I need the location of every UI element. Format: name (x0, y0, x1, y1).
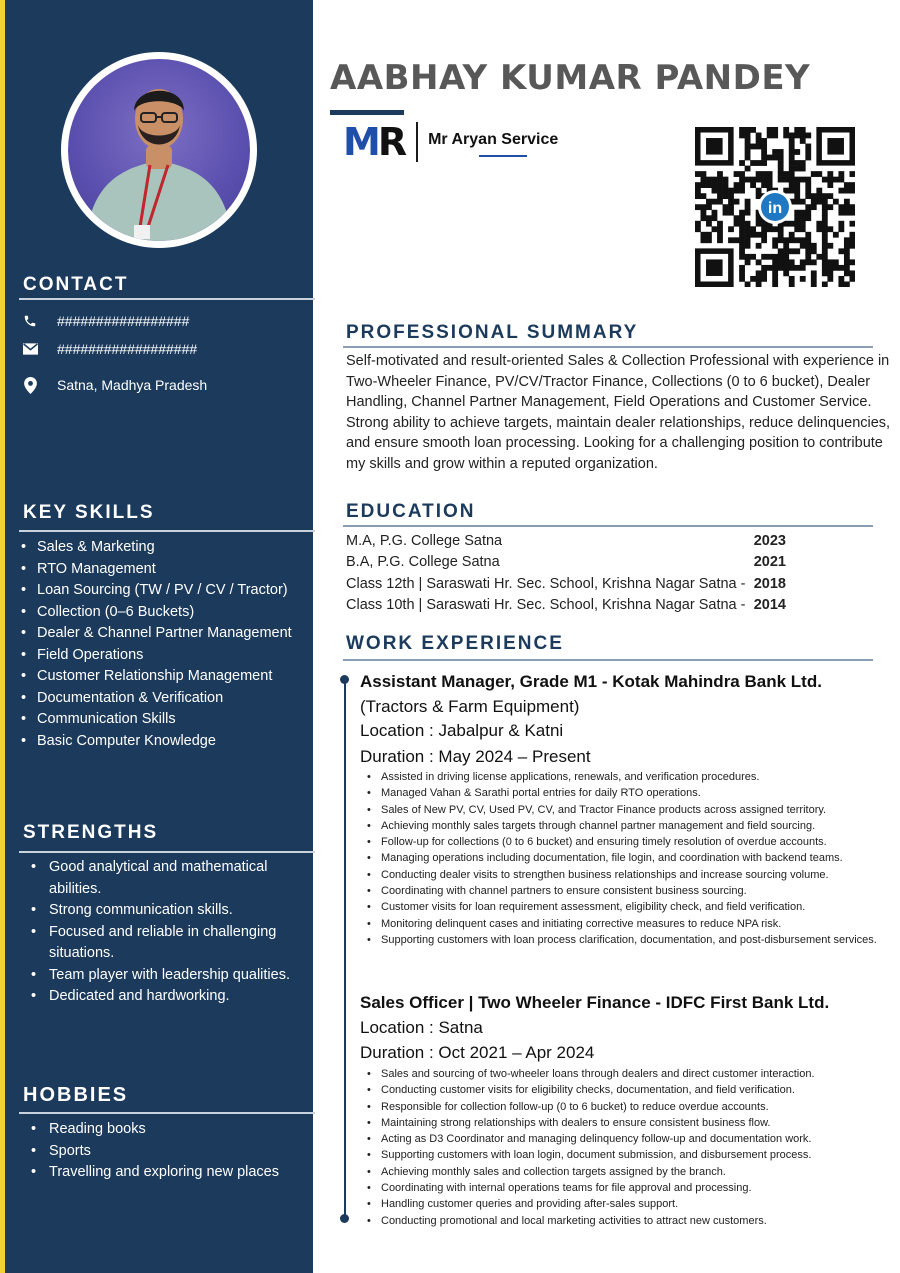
job-1-location: Location : Jabalpur & Katni (360, 721, 564, 740)
duty-item: • Coordinating with channel partners to ensure consistent business sourcing. (366, 883, 890, 899)
hobbies-title: HOBBIES (23, 1084, 129, 1106)
contact-divider (19, 298, 315, 300)
job-2-duration: Duration : Oct 2021 – Apr 2024 (360, 1043, 595, 1062)
education-label: B.A, P.G. College Satna (346, 554, 500, 570)
skill-item: • RTO Management (19, 559, 313, 581)
hobby-item: • Reading books (29, 1119, 305, 1141)
education-year: 2018 (753, 576, 786, 592)
education-label: Class 10th | Saraswati Hr. Sec. School, Krishna Nagar Satna - (346, 597, 746, 613)
strengths-title: STRENGTHS (23, 822, 159, 843)
timeline-dot-start (340, 675, 349, 684)
linkedin-qr-code[interactable] (695, 127, 855, 287)
mail-icon (21, 340, 39, 358)
skill-item: • Communication Skills (19, 709, 313, 731)
duty-item: • Managed Vahan & Sarathi portal entries for daily RTO operations. (366, 785, 890, 801)
experience-divider (343, 659, 873, 661)
job-2-title: Sales Officer | Two Wheeler Finance - IDFC First Bank Ltd. (360, 993, 830, 1012)
profile-photo-frame (61, 52, 257, 248)
duty-item: • Conducting dealer visits to strengthen business relationships and increase sourcing volume. (366, 867, 890, 883)
education-title: EDUCATION (346, 501, 476, 522)
strength-item: • Dedicated and hardworking. (29, 986, 305, 1008)
contact-location: Satna, Madhya Pradesh (57, 377, 208, 393)
job-2-duties (366, 1066, 890, 1229)
key-skills-list (19, 537, 313, 752)
linkedin-icon: in (767, 200, 783, 217)
job-2-location: Location : Satna (360, 1018, 483, 1037)
contact-title: CONTACT (23, 274, 129, 295)
duty-item: • Supporting customers with loan login, document submission, and disbursement process. (366, 1147, 890, 1163)
education-row (346, 554, 786, 570)
hobbies-divider (19, 1112, 315, 1114)
key-skills-divider (19, 530, 315, 532)
hobby-item: • Travelling and exploring new places (29, 1162, 305, 1184)
profile-photo (68, 59, 250, 241)
education-year: 2021 (753, 554, 786, 570)
duty-item: • Follow-up for collections (0 to 6 bucket) and ensuring timely resolution of overdue accounts. (366, 834, 890, 850)
duty-item: • Achieving monthly sales and collection targets assigned by the branch. (366, 1164, 890, 1180)
timeline-dot-end (340, 1214, 349, 1223)
education-label: M.A, P.G. College Satna (346, 533, 503, 549)
strengths-list (29, 857, 305, 1008)
duty-item: • Assisted in driving license applications, renewals, and verification procedures. (366, 769, 890, 785)
brand-logo-divider (416, 122, 418, 162)
duty-item: • Responsible for collection follow-up (0 to 6 bucket) to reduce overdue accounts. (366, 1099, 890, 1115)
duty-item: • Sales and sourcing of two-wheeler loans through dealers and direct customer interaction. (366, 1066, 890, 1082)
job-1-subtitle: (Tractors & Farm Equipment) (360, 697, 580, 716)
education-row (346, 533, 786, 549)
duty-item: • Coordinating with internal operations teams for file approval and processing. (366, 1180, 890, 1196)
contact-email-row (21, 339, 197, 359)
education-year: 2014 (753, 597, 786, 613)
skill-item: • Basic Computer Knowledge (19, 731, 313, 753)
duty-item: • Managing operations including documentation, file login, and coordination with backend teams. (366, 850, 890, 866)
skill-item: • Field Operations (19, 645, 313, 667)
brand-logo-mark: MR (343, 120, 405, 164)
duty-item: • Achieving monthly sales targets through channel partner management and field sourcing. (366, 818, 890, 834)
brand-logo-underline (479, 155, 527, 157)
education-label: Class 12th | Saraswati Hr. Sec. School, Krishna Nagar Satna - (346, 576, 746, 592)
skill-item: • Documentation & Verification (19, 688, 313, 710)
skill-item: • Dealer & Channel Partner Management (19, 623, 313, 645)
phone-icon (21, 312, 39, 330)
summary-title: PROFESSIONAL SUMMARY (346, 322, 639, 343)
candidate-name: AABHAY KUMAR PANDEY (330, 58, 811, 98)
duty-item: • Maintaining strong relationships with dealers to ensure consistent business flow. (366, 1115, 890, 1131)
brand-logo (343, 120, 558, 164)
contact-phone: ################# (57, 313, 190, 329)
duty-item: • Conducting promotional and local marketing activities to attract new customers. (366, 1213, 890, 1229)
duty-item: • Acting as D3 Coordinator and managing delinquency follow-up and documentation work. (366, 1131, 890, 1147)
location-pin-icon (21, 376, 39, 394)
sidebar (5, 0, 313, 1273)
experience-title: WORK EXPERIENCE (346, 633, 564, 654)
experience-timeline (344, 679, 346, 1217)
skill-item: • Customer Relationship Management (19, 666, 313, 688)
duty-item: • Supporting customers with loan process clarification, documentation, and post-disbursement services. (366, 932, 890, 948)
education-row (346, 597, 786, 613)
strength-item: • Strong communication skills. (29, 900, 305, 922)
duty-item: • Customer visits for loan requirement assessment, eligibility check, and field verification. (366, 899, 890, 915)
name-accent-bar (330, 110, 404, 115)
duty-item: • Conducting customer visits for eligibility checks, documentation, and field verification. (366, 1082, 890, 1098)
duty-item: • Sales of New PV, CV, Used PV, CV, and Tractor Finance products across assigned territory. (366, 802, 890, 818)
brand-logo-text: Mr Aryan Service (428, 131, 559, 148)
job-1-title: Assistant Manager, Grade M1 - Kotak Mahindra Bank Ltd. (360, 672, 822, 691)
contact-email: ################## (57, 341, 198, 357)
education-year: 2023 (753, 533, 786, 549)
duty-item: • Handling customer queries and providing after-sales support. (366, 1196, 890, 1212)
job-1-duties (366, 769, 890, 948)
strength-item: • Team player with leadership qualities. (29, 965, 305, 987)
strengths-divider (19, 851, 315, 853)
education-divider (343, 525, 873, 527)
job-1-duration: Duration : May 2024 – Present (360, 747, 591, 766)
contact-phone-row (21, 311, 189, 331)
strength-item: • Good analytical and mathematical abilities. (29, 857, 305, 900)
skill-item: • Sales & Marketing (19, 537, 313, 559)
education-row (346, 576, 786, 592)
skill-item: • Loan Sourcing (TW / PV / CV / Tractor) (19, 580, 313, 602)
contact-location-row (21, 375, 207, 395)
summary-text: Self-motivated and result-oriented Sales & Collection Professional with experience in Two-Wheeler Finance, PV/CV/Tractor Finance, Collections (0 to 6 bucket), Dealer Handling, Channel Partner Management, Field Operations and Customer Service. Strong ability to achieve targets, maintain dealer relationships, reduce delinquencies, and ensure smooth loan processing. Looking for a challenging position to contribute my skills and grow within a reputed organization. (346, 353, 891, 472)
strength-item: • Focused and reliable in challenging situations. (29, 922, 305, 965)
hobbies-list (29, 1119, 305, 1184)
key-skills-title: KEY SKILLS (23, 502, 155, 523)
summary-divider (343, 346, 873, 348)
duty-item: • Monitoring delinquent cases and initiating corrective measures to reduce NPA risk. (366, 916, 890, 932)
skill-item: • Collection (0–6 Buckets) (19, 602, 313, 624)
hobby-item: • Sports (29, 1141, 305, 1163)
